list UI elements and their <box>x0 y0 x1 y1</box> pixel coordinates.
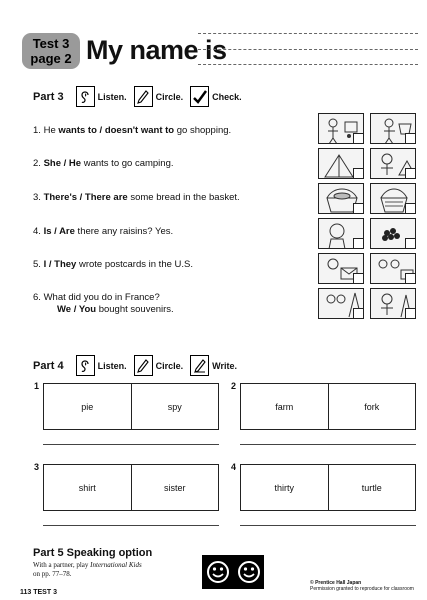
answer-line[interactable] <box>240 444 416 445</box>
checkbox[interactable] <box>405 238 416 249</box>
part3-heading <box>33 86 249 107</box>
checkbox[interactable] <box>353 308 364 319</box>
checkbox[interactable] <box>405 203 416 214</box>
item-text: there any raisins? Yes. <box>74 226 174 237</box>
item-text: go shopping. <box>174 125 232 136</box>
pencil-icon <box>134 86 153 107</box>
credit-line-2: Permission granted to reproduce for classroom <box>310 586 414 592</box>
souvenirs-picture-2 <box>370 288 416 319</box>
part3-label: Part 3 <box>33 90 64 103</box>
group-number: 4 <box>231 462 237 472</box>
word-choice[interactable]: sister <box>163 482 186 493</box>
item-number: 5. <box>33 259 41 270</box>
postcards-picture-2 <box>370 253 416 284</box>
item-text: wrote postcards in the U.S. <box>76 259 194 270</box>
souvenirs-picture <box>318 288 364 319</box>
picture-row-2 <box>318 148 418 179</box>
smiley-icon <box>237 560 261 584</box>
picture-row-4 <box>318 218 418 249</box>
name-line-3[interactable] <box>198 64 418 65</box>
shopping-picture-2 <box>370 113 416 144</box>
answer-line[interactable] <box>43 444 219 445</box>
bread-basket-picture-2 <box>370 183 416 214</box>
camping-picture <box>318 148 364 179</box>
credit-line-1: © Prentice Hall Japan <box>310 580 362 586</box>
part5-text: With a partner, play <box>33 561 91 569</box>
pencil-write-icon <box>190 355 209 376</box>
item-number: 6. <box>33 292 41 303</box>
page-title: My name is <box>86 35 227 65</box>
checkmark-icon <box>190 86 209 107</box>
checkbox[interactable] <box>353 238 364 249</box>
ear-icon <box>76 86 95 107</box>
checkbox[interactable] <box>405 308 416 319</box>
part5-instructions <box>33 561 173 579</box>
camping-picture-2 <box>370 148 416 179</box>
page-number: 113 TEST 3 <box>20 589 57 596</box>
picture-row-5 <box>318 253 418 284</box>
part3-inst-check: Check. <box>212 91 242 102</box>
part4-label: Part 4 <box>33 359 64 372</box>
picture-row-6 <box>318 288 418 319</box>
part4-inst-listen: Listen. <box>97 360 127 371</box>
item-number: 3. <box>33 192 41 203</box>
picture-row-3 <box>318 183 418 214</box>
part5-text: on pp. 77–78. <box>33 570 72 578</box>
answer-line[interactable] <box>240 525 416 526</box>
part3-item-6 <box>33 292 174 316</box>
part3-inst-circle: Circle. <box>155 91 184 102</box>
item-choice[interactable]: I / They <box>43 259 77 270</box>
badge-line-2: page 2 <box>30 51 72 66</box>
answer-line[interactable] <box>43 525 219 526</box>
checkbox[interactable] <box>353 133 364 144</box>
word-choices <box>240 464 416 511</box>
raisins-picture <box>318 218 364 249</box>
part5-book-title: International Kids <box>90 561 142 569</box>
item-choice[interactable]: Is / Are <box>43 226 75 237</box>
picture-grid <box>318 113 418 319</box>
part3-item-5 <box>33 259 193 271</box>
checkbox[interactable] <box>405 168 416 179</box>
part3-item-2 <box>33 158 174 170</box>
test-badge <box>22 33 80 69</box>
part4-inst-circle: Circle. <box>155 360 184 371</box>
word-choice[interactable]: spy <box>167 401 182 412</box>
part4-heading <box>33 355 244 376</box>
item-number: 2. <box>33 158 41 169</box>
word-choices <box>43 383 219 430</box>
part5-title: Part 5 Speaking option <box>33 547 153 559</box>
name-line-1[interactable] <box>198 33 418 34</box>
item-choice[interactable]: wants to / doesn't want to <box>58 125 175 136</box>
item-choice[interactable]: We / You <box>57 304 97 315</box>
word-choice[interactable]: pie <box>44 384 132 429</box>
postcards-picture <box>318 253 364 284</box>
item-text: wants to go camping. <box>81 158 174 169</box>
checkbox[interactable] <box>353 273 364 284</box>
bread-basket-picture <box>318 183 364 214</box>
checkbox[interactable] <box>353 168 364 179</box>
shopping-picture <box>318 113 364 144</box>
checkbox[interactable] <box>353 203 364 214</box>
part4-inst-write: Write. <box>212 360 237 371</box>
checkbox[interactable] <box>405 273 416 284</box>
word-choice[interactable]: farm <box>241 384 329 429</box>
item-text: bought souvenirs. <box>96 304 174 315</box>
picture-row-1 <box>318 113 418 144</box>
group-number: 1 <box>34 381 40 391</box>
group-number: 3 <box>34 462 40 472</box>
raisins-picture-2 <box>370 218 416 249</box>
part3-item-1 <box>33 125 231 137</box>
smiley-box <box>202 555 264 589</box>
item-text: What did you do in France? <box>40 292 160 303</box>
item-choice[interactable]: There's / There are <box>43 192 128 203</box>
item-choice[interactable]: She / He <box>43 158 82 169</box>
group-number: 2 <box>231 381 237 391</box>
item-number: 1. <box>33 125 41 136</box>
pencil-icon <box>134 355 153 376</box>
part3-item-3 <box>33 192 240 204</box>
word-choice[interactable]: fork <box>364 401 380 412</box>
ear-icon <box>76 355 95 376</box>
checkbox[interactable] <box>405 133 416 144</box>
item-text: He <box>40 125 59 136</box>
badge-line-1: Test 3 <box>32 36 70 51</box>
item-text: some bread in the basket. <box>127 192 240 203</box>
word-choice[interactable]: shirt <box>44 465 132 510</box>
name-line-2[interactable] <box>198 49 418 50</box>
part3-item-4 <box>33 226 173 238</box>
item-number: 4. <box>33 226 41 237</box>
smiley-icon <box>206 560 230 584</box>
part3-inst-listen: Listen. <box>97 91 127 102</box>
word-choices <box>240 383 416 430</box>
word-choice[interactable]: turtle <box>361 482 382 493</box>
publisher-credit <box>310 580 427 592</box>
word-choices <box>43 464 219 511</box>
word-choice[interactable]: thirty <box>241 465 329 510</box>
